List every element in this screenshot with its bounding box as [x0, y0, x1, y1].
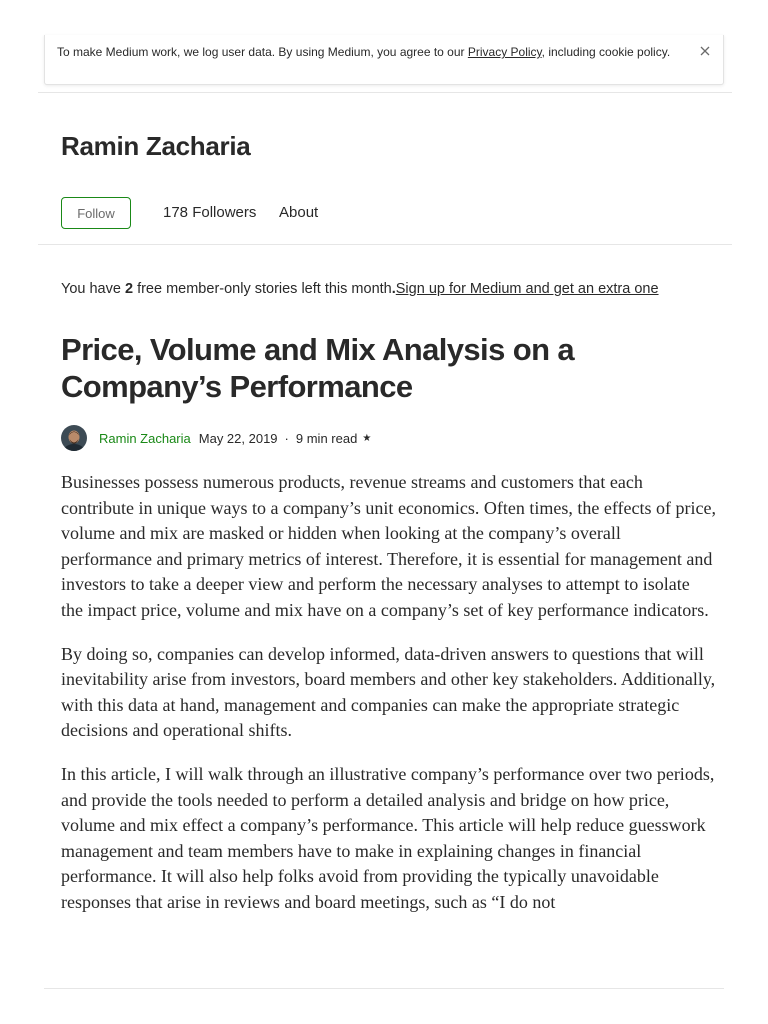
meter-prefix: You have [61, 281, 125, 297]
author-name-heading[interactable]: Ramin Zacharia [61, 131, 251, 161]
article-paragraph: By doing so, companies can develop informed, data-driven answers to questions that will inevitability arise from investors, board members and other key stakeholders. Additionally, with this data at hand, management and companies can make the appropriate strategic decisions and operational shifts. [61, 643, 716, 741]
member-meter [61, 281, 741, 297]
publish-date: May 22, 2019 [198, 430, 278, 446]
follow-button[interactable]: Follow [61, 197, 131, 229]
article-paragraph: In this article, I will walk through an illustrative company’s performance over two periods, and provide the tools needed to perform a detailed analysis and bridge on how price, volume and mix effect a company’s performance. This article will help reduce guesswork management and team members have to make in explaining changes in financial performance. It will also help folks avoid from providing the typically unavoidable responses that arise in reviews and board meetings, such as “I do not [61, 763, 715, 912]
close-icon[interactable] [697, 43, 713, 59]
cookie-text-after: , including cookie policy. [541, 45, 671, 59]
byline-separator: · [284, 430, 289, 446]
avatar[interactable] [61, 425, 87, 451]
byline-author-link[interactable]: Ramin Zacharia [99, 430, 191, 446]
star-icon: ★ [362, 432, 372, 444]
cookie-banner [44, 35, 724, 85]
article-paragraph: Businesses possess numerous products, revenue streams and customers that each contribute in unique ways to a company’s unit economics. Often times, the effects of price, volume and mix are masked or hidden when looking at the company’s overall performance and primary metrics of interest. Therefore, it is essential for management and investors to take a deeper view and perform the necessary analyses to attempt to isolate the impact price, volume and mix have on a company’s set of key performance indicators. [61, 472, 716, 620]
article-title: Price, Volume and Mix Analysis on a Company’s Performance [61, 332, 575, 404]
meter-count: 2 [124, 281, 134, 297]
signup-link[interactable]: Sign up for Medium and get an extra one [395, 281, 659, 297]
meter-period: . [391, 281, 396, 297]
followers-link[interactable]: 178 Followers [163, 204, 257, 221]
author-header [38, 92, 732, 245]
privacy-policy-link[interactable]: Privacy Policy [467, 45, 542, 59]
article-body [61, 470, 716, 934]
cookie-text-before: To make Medium work, we log user data. By using Medium, you agree to our [57, 45, 468, 59]
cookie-banner-text [57, 43, 677, 61]
meter-suffix: free member-only stories left this month [133, 281, 392, 297]
bottom-divider [44, 988, 724, 989]
about-link[interactable]: About [279, 204, 319, 221]
byline [61, 424, 371, 452]
read-time: 9 min read [295, 430, 358, 446]
